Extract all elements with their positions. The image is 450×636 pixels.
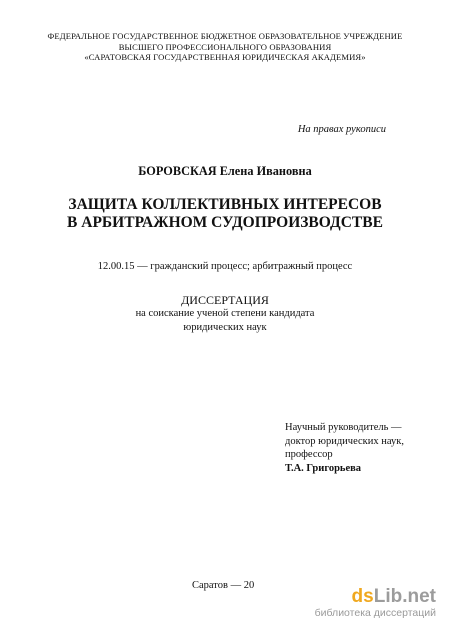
watermark-caption: библиотека диссертаций [314, 607, 436, 619]
author-name: БОРОВСКАЯ Елена Ивановна [138, 164, 312, 178]
dslib-logo [296, 587, 436, 607]
degree-line: юридических наук [183, 321, 267, 333]
degree-line: на соискание ученой степени кандидата [135, 308, 315, 319]
supervisor-block [285, 421, 404, 475]
supervisor-name: Т.А. Григорьева [285, 462, 362, 474]
title-line: ЗАЩИТА КОЛЛЕКТИВНЫХ ИНТЕРЕСОВ [68, 196, 382, 213]
supervisor-line: профессор [285, 449, 333, 460]
institution-line: «САРАТОВСКАЯ ГОСУДАРСТВЕННАЯ ЮРИДИЧЕСКАЯ АКАДЕМИЯ» [84, 52, 366, 62]
institution-header [0, 31, 450, 63]
institution-line: ФЕДЕРАЛЬНОЕ ГОСУДАРСТВЕННОЕ БЮДЖЕТНОЕ ОБРАЗОВАТЕЛЬНОЕ УЧРЕЖДЕНИЕ [47, 31, 403, 41]
dissertation-title [0, 196, 450, 231]
title-line: В АРБИТРАЖНОМ СУДОПРОИЗВОДСТВЕ [67, 213, 383, 231]
dslib-watermark-link[interactable] [296, 587, 436, 627]
manuscript-note: На правах рукописи [297, 124, 386, 135]
logo-part1: ds [351, 586, 374, 607]
institution-line: ВЫСШЕГО ПРОФЕССИОНАЛЬНОГО ОБРАЗОВАНИЯ [118, 41, 332, 52]
supervisor-line: Научный руководитель — [285, 422, 402, 433]
degree-block [0, 294, 450, 334]
supervisor-line: доктор юридических наук, [285, 435, 404, 447]
logo-part2: Lib.net [373, 586, 436, 607]
specialty-code: 12.00.15 — гражданский процесс; арбитражный процесс [97, 261, 353, 272]
document-kind: ДИССЕРТАЦИЯ [181, 293, 269, 307]
place-year: Саратов — 20 [192, 580, 255, 591]
